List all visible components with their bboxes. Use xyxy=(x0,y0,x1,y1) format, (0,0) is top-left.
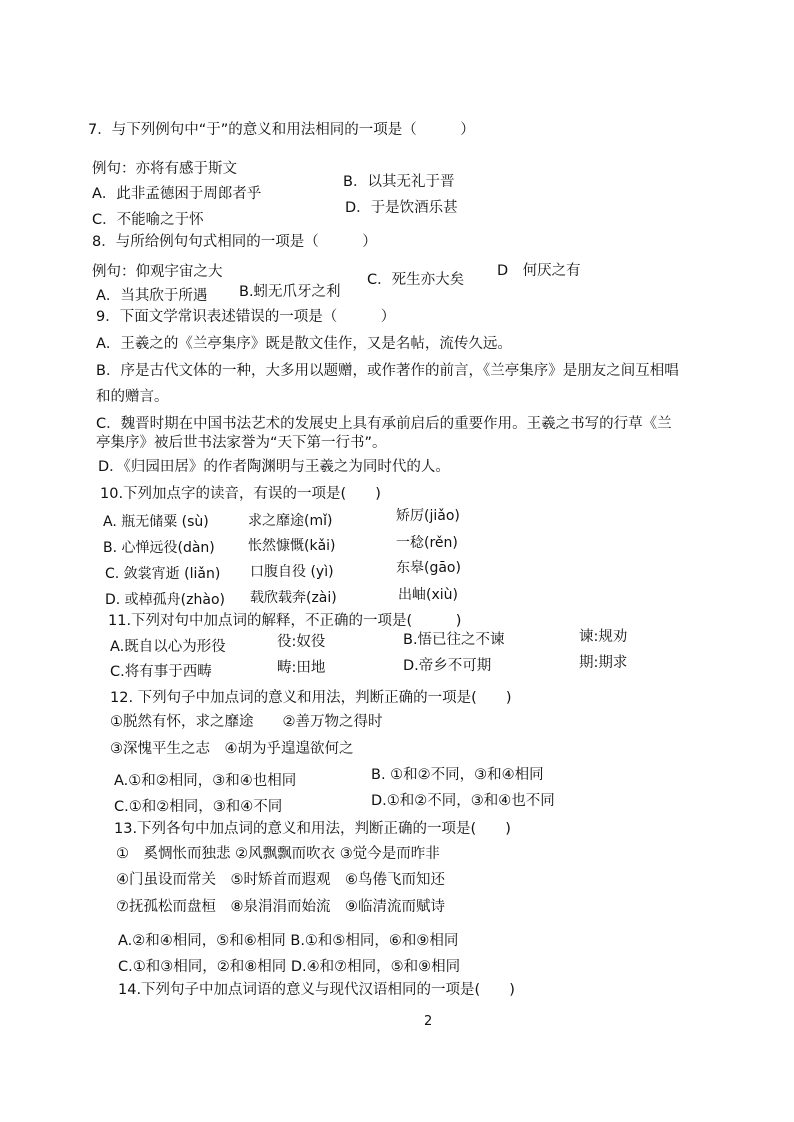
q9-option-d: D．《归园田居》的作者陶渊明与王羲之为同时代的人。 xyxy=(98,459,450,475)
q12-option-c: C.①和②相同，③和④不同 xyxy=(114,799,283,815)
page-number: 2 xyxy=(424,1014,433,1029)
q10-b-2: 怅然慷慨(kǎi) xyxy=(248,538,336,554)
q8-option-a: A．当其欣于所遇 xyxy=(96,288,208,304)
q9-option-c-line1: C．魏晋时期在中国书法艺术的发展史上具有承前启后的重要作用。王羲之书写的行草《兰 xyxy=(96,416,672,432)
q10-d-2: 载欣载奔(zài) xyxy=(250,590,337,606)
q11-option-b-gloss: 谏:规劝 xyxy=(579,629,628,645)
q10-a-2: 求之靡途(mǐ) xyxy=(248,513,333,529)
q9-option-a: A．王羲之的《兰亭集序》既是散文佳作，又是名帖，流传久远。 xyxy=(96,336,512,352)
q11-option-d: D.帝乡不可期 xyxy=(403,658,492,674)
q12-sentences-2: ③深愧平生之志 ④胡为乎遑遑欲何之 xyxy=(110,741,354,757)
q10-stem: 10.下列加点字的读音，有误的一项是( ) xyxy=(100,486,381,502)
q9-stem: 9．下面文学常识表述错误的一项是（ ） xyxy=(96,309,396,325)
q8-option-b: B.蚓无爪牙之利 xyxy=(239,284,341,300)
q11-stem: 11.下列对句中加点词的解释，不正确的一项是( ) xyxy=(108,613,462,629)
q9-option-c-line2: 亭集序》被后世书法家誉为“天下第一行书”。 xyxy=(96,435,387,451)
q12-option-d: D.①和②不同，③和④也不同 xyxy=(371,793,555,809)
q7-example: 例句：亦将有感于斯文 xyxy=(92,161,237,177)
q14-stem: 14.下列句子中加点词语的意义与现代汉语相同的一项是( ) xyxy=(118,982,515,998)
q7-option-b: B．以其无礼于晋 xyxy=(343,174,455,190)
q7-stem: 7．与下列例句中“于”的意义和用法相同的一项是（ ） xyxy=(88,122,475,138)
q12-sentences-1: ①脱然有怀，求之靡途 ②善万物之得时 xyxy=(110,714,383,730)
q12-option-b: B. ①和②不同，③和④相同 xyxy=(371,767,544,783)
q10-d-3: 出岫(xiù) xyxy=(398,587,458,603)
q13-sentences-1: ① 奚惆怅而独悲 ②风飘飘而吹衣 ③觉今是而昨非 xyxy=(116,846,440,862)
q10-a-3: 矫厉(jiǎo) xyxy=(396,508,460,524)
q7-option-c: C．不能喻之于怀 xyxy=(92,212,204,228)
q7-option-a: A．此非孟德困于周郎者乎 xyxy=(92,186,262,202)
q10-c-2: 口腹自役 (yì) xyxy=(250,564,334,580)
q10-b-3: 一稔(rěn) xyxy=(396,535,458,551)
q9-option-b-line1: B．序是古代文体的一种，大多用以题赠，或作著作的前言，《兰亭集序》是朋友之间互相唱 xyxy=(96,363,679,379)
q9-option-b-line2: 和的赠言。 xyxy=(96,389,169,405)
q11-option-a-gloss: 役:奴役 xyxy=(277,634,326,650)
q13-sentences-3: ⑦抚孤松而盘桓 ⑧泉涓涓而始流 ⑨临清流而赋诗 xyxy=(116,899,445,915)
q12-stem: 12. 下列句子中加点词的意义和用法，判断正确的一项是( ) xyxy=(110,690,512,706)
q12-option-a: A.①和②相同，③和④也相同 xyxy=(114,773,297,789)
q13-sentences-2: ④门虽设而常关 ⑤时矫首而遐观 ⑥鸟倦飞而知还 xyxy=(116,872,445,888)
q11-option-c: C.将有事于西畴 xyxy=(110,664,212,680)
q10-a-1: A. 瓶无储粟 (sù) xyxy=(103,514,209,530)
q10-c-1: C. 敛裳宵逝 (liǎn) xyxy=(105,566,221,582)
q13-options-cd: C.①和③相同，②和⑧相同 D.④和⑦相同，⑤和⑨相同 xyxy=(118,959,461,975)
q11-option-b: B.悟已往之不谏 xyxy=(403,632,505,648)
q11-option-c-gloss: 畴:田地 xyxy=(277,660,326,676)
q10-b-1: B. 心惮远役(dàn) xyxy=(103,540,215,556)
q10-d-1: D. 或棹孤舟(zhào) xyxy=(105,592,225,608)
q10-c-3: 东皋(gāo) xyxy=(396,560,461,576)
q13-stem: 13.下列各句中加点词的意义和用法，判断正确的一项是( ) xyxy=(114,821,511,837)
q13-options-ab: A.②和④相同，⑤和⑥相同 B.①和⑤相同，⑥和⑨相同 xyxy=(118,933,459,949)
q7-option-d: D．于是饮酒乐甚 xyxy=(345,200,458,216)
q8-example: 例句：仰观宇宙之大 xyxy=(92,264,223,280)
q8-option-c: C．死生亦大矣 xyxy=(367,272,465,288)
q11-option-d-gloss: 期:期求 xyxy=(579,655,628,671)
q8-stem: 8．与所给例句句式相同的一项是（ ） xyxy=(92,234,377,250)
q11-option-a: A.既自以心为形役 xyxy=(110,639,226,655)
q8-option-d: D 何厌之有 xyxy=(497,263,581,279)
